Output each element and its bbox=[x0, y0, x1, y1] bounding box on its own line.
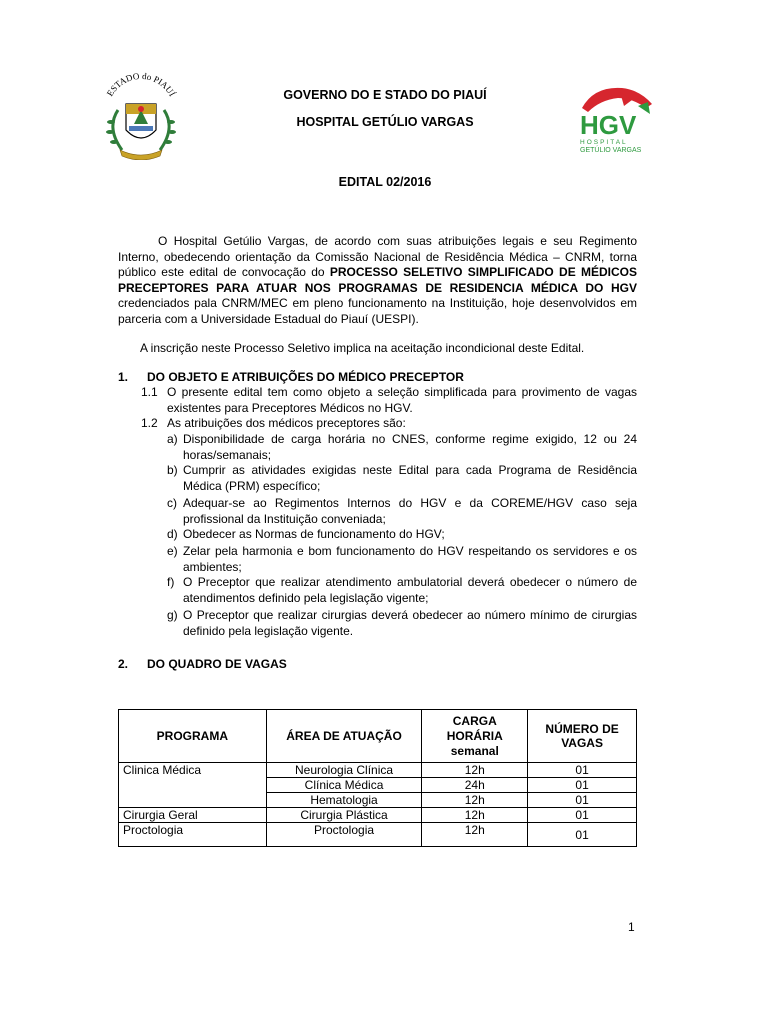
vagas-table bbox=[118, 709, 637, 847]
list-item: b) Cumprir as atividades exigidas neste Edital para cada Programa de Residência Médica (PRM) específico; bbox=[167, 463, 637, 493]
section1-number: 1. bbox=[118, 370, 129, 384]
hgv-logo bbox=[576, 78, 660, 154]
svg-text:HGV: HGV bbox=[580, 110, 637, 140]
list-item: c) Adequar-se ao Regimentos Internos do HGV e da COREME/HGV caso seja profissional da Instituição conveniada; bbox=[167, 496, 637, 526]
header-government: GOVERNO DO E STADO DO PIAUÍ bbox=[283, 88, 487, 102]
table-row: Cirurgia Geral Cirurgia Plástica 12h 01 bbox=[119, 808, 637, 823]
list-item: d) Obedecer as Normas de funcionamento do HGV; bbox=[167, 527, 445, 541]
section1-title: DO OBJETO E ATRIBUIÇÕES DO MÉDICO PRECEPTOR bbox=[147, 370, 464, 384]
page-number: 1 bbox=[628, 920, 635, 934]
svg-text:ESTADO do PIAUÍ: ESTADO do PIAUÍ bbox=[104, 70, 178, 98]
col-area: ÁREA DE ATUAÇÃO bbox=[266, 710, 422, 763]
col-programa: PROGRAMA bbox=[119, 710, 267, 763]
table-row: Proctologia Proctologia 12h 01 bbox=[119, 823, 637, 847]
svg-text:GETÚLIO VARGAS: GETÚLIO VARGAS bbox=[580, 147, 642, 154]
table-header-row bbox=[119, 710, 637, 763]
intro-bold-text: PROCESSO SELETIVO SIMPLIFICADO DE MÉDICOS PRECEPTORES PARA ATUAR NOS PROGRAMAS DE RESIDENCIA MÉDICA DO HGV bbox=[118, 265, 638, 295]
list-item: a) Disponibilidade de carga horária no CNES, conforme regime exigido, 12 ou 24 horas/semanais; bbox=[167, 432, 637, 462]
list-item: e) Zelar pela harmonia e bom funcionamento do HGV respeitando os servidores e os ambientes; bbox=[167, 544, 637, 574]
header-hospital: HOSPITAL GETÚLIO VARGAS bbox=[296, 115, 474, 129]
table-row: Clinica Médica Neurologia Clínica 12h 01 bbox=[119, 763, 637, 778]
list-item: f) O Preceptor que realizar atendimento ambulatorial deverá obedecer o número de atendimentos definido pela legislação vigente; bbox=[167, 575, 637, 605]
col-vagas: NÚMERO DE VAGAS bbox=[528, 710, 637, 763]
table-row: Hematologia 12h 01 bbox=[119, 793, 637, 808]
col-carga: CARGA HORÁRIA semanal bbox=[422, 710, 528, 763]
list-item: g) O Preceptor que realizar cirurgias deverá obedecer ao número mínimo de cirurgias definido pela legislação vigente. bbox=[167, 608, 637, 638]
section2-title: DO QUADRO DE VAGAS bbox=[147, 657, 287, 671]
intro-paragraph: O Hospital Getúlio Vargas, de acordo com suas atribuições legais e seu Regimento Interno, obedecendo orientação da Comissão Nacional de Residência Médica – CNRM, torna público este edital de convocação do PROCESSO SELETIVO SIMPLIFICADO DE MÉDICOS PRECEPTORES PARA ATUAR NOS PROGRAMAS DE RESIDENCIA MÉDICA DO HGV credenciados pala CNRM/MEC em pleno funcionamento na Instituição, hoje desenvolvidos em parceria com a Universidade Estadual do Piauí (UESPI). bbox=[118, 234, 638, 326]
table-row: Clínica Médica 24h 01 bbox=[119, 778, 637, 793]
item-1-2: 1.2 As atribuições dos médicos preceptores são: bbox=[141, 416, 406, 430]
svg-text:HOSPITAL: HOSPITAL bbox=[580, 139, 628, 146]
section2-number: 2. bbox=[118, 657, 129, 671]
intro-inscricao: A inscrição neste Processo Seletivo implica na aceitação incondicional deste Edital. bbox=[140, 341, 585, 355]
edital-title: EDITAL 02/2016 bbox=[338, 175, 432, 189]
item-1-1: 1.1 O presente edital tem como objeto a seleção simplificada para provimento de vagas existentes para Preceptores Médicos no HGV. bbox=[141, 385, 637, 415]
